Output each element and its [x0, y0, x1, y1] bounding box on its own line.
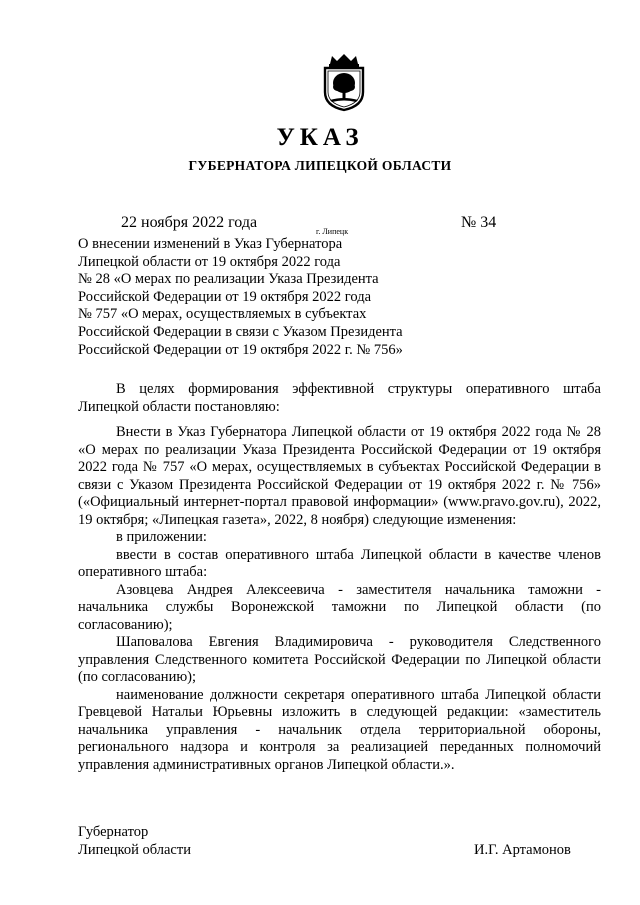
decree-number: № 34: [461, 214, 497, 231]
subject-line: Российской Федерации от 19 октября 2022 года: [78, 288, 372, 305]
subject-line: № 757 «О мерах, осуществляемых в субъектах: [78, 306, 367, 323]
page-subtitle: ГУБЕРНАТОРА ЛИПЕЦКОЙ ОБЛАСТИ: [188, 158, 452, 173]
signature-position-line: Липецкой области: [78, 841, 191, 858]
page-title: УКАЗ: [276, 124, 364, 151]
body-paragraph-secretary: наименование должности секретаря оперативного штаба Липецкой области Гревцевой Натальи Юрьевны изложить в следующей редакции: «заместитель начальника управления - начальник отдела территориальной обороны, регионального надзора и контроля за реализацией переданных полномочий управления административных органов Липецкой области.».: [78, 686, 601, 773]
coat-of-arms-icon: [318, 52, 370, 112]
decree-body: [78, 381, 601, 774]
body-paragraph-add-members: ввести в состав оперативного штаба Липецкой области в качестве членов оперативного штаба:: [78, 546, 601, 580]
body-paragraph-member-azovtsev: Азовцева Андрея Алексеевича - заместителя начальника таможни - начальника службы Воронежской таможни по Липецкой области (по согласованию);: [78, 581, 601, 633]
subject-line: Липецкой области от 19 октября 2022 года: [78, 253, 341, 270]
subject-line: Российской Федерации в связи с Указом Президента: [78, 323, 403, 340]
decree-subject: [78, 236, 458, 359]
body-paragraph-appendix: в приложении:: [116, 529, 207, 545]
subject-line: № 28 «О мерах по реализации Указа Президента: [78, 271, 379, 288]
decree-city: г. Липецк: [316, 227, 349, 236]
signature-position: [78, 824, 191, 860]
signature-position-line: Губернатор: [78, 824, 149, 840]
signature-name: И.Г. Артамонов: [474, 842, 571, 858]
body-paragraph-preamble: В целях формирования эффективной структуры оперативного штаба Липецкой области постановляю:: [78, 381, 601, 415]
decree-date: 22 ноября 2022 года: [121, 214, 258, 231]
subject-line: Российской Федерации от 19 октября 2022 г. № 756»: [78, 341, 403, 358]
body-paragraph-amendment: Внести в Указ Губернатора Липецкой области от 19 октября 2022 года № 28 «О мерах по реализации Указа Президента Российской Федерации от 19 октября 2022 года № 757 «О мерах, осуществляемых в субъектах Российской Федерации в связи с Указом Президента Российской Федерации от 19 октября 2022 г. № 756» («Официальный интернет-портал правовой информации» (www.pravo.gov.ru), 2022, 19 октября; «Липецкая газета», 2022, 8 ноября) следующие изменения:: [78, 424, 601, 528]
body-paragraph-member-shapovalov: Шаповалова Евгения Владимировича - руководителя Следственного управления Следственного комитета Российской Федерации по Липецкой области (по согласованию);: [78, 634, 601, 685]
subject-line: О внесении изменений в Указ Губернатора: [78, 236, 343, 252]
